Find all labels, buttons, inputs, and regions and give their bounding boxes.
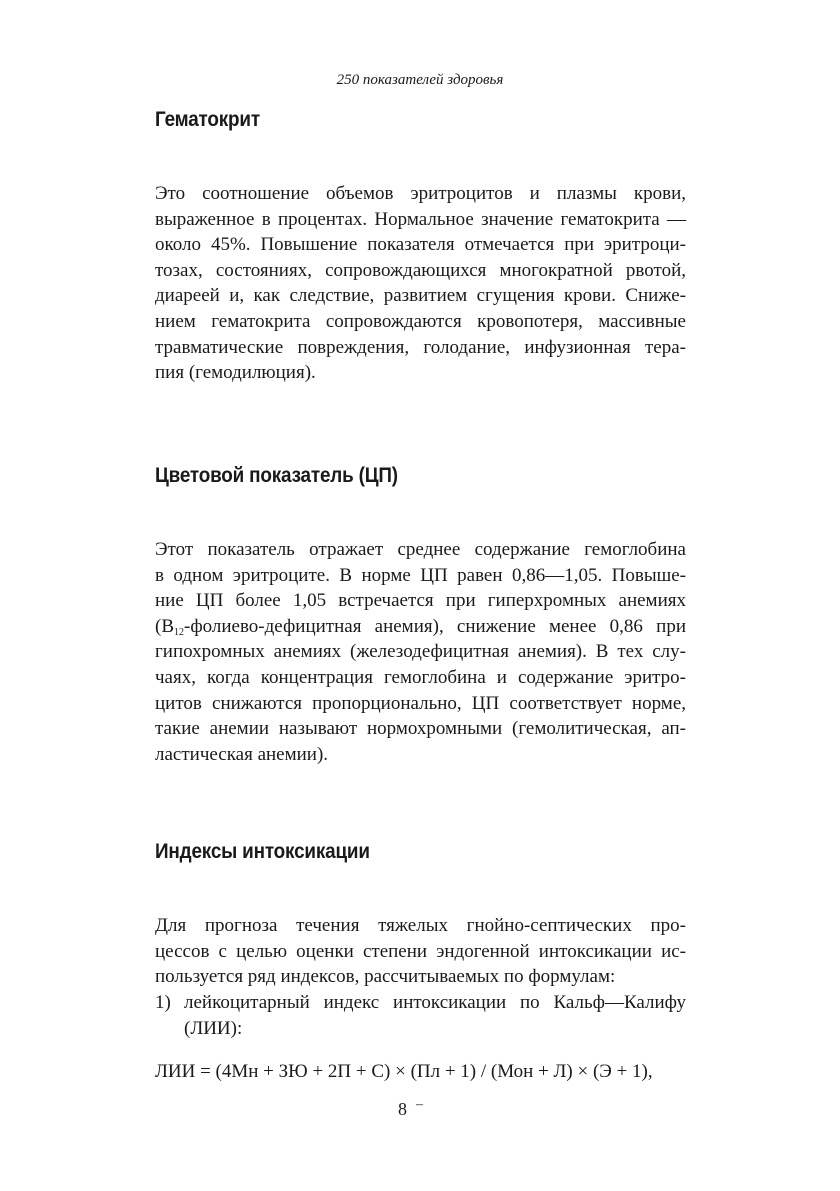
text-line: Этот показатель отражает среднее содержание гемоглобина [155, 539, 686, 560]
text-line: травматические повреждения, голодание, инфузионная тера- [155, 336, 686, 358]
text-line: чаях, когда концентрация гемоглобина и содержание эритро- [155, 666, 686, 688]
text-line: около 45%. Повышение показателя отмечается при эритроци- [155, 234, 686, 256]
text-line: лейкоцитарный индекс интоксикации по Кальф—Калифу [184, 992, 686, 1013]
text-line: в одном эритроците. В норме ЦП равен 0,86—1,05. Повыше- [155, 564, 686, 586]
text-line: пия (гемодилюция). [155, 362, 316, 384]
text-line: цитов снижаются пропорционально, ЦП соответствует норме, [155, 692, 686, 714]
text-line-with-subscript [155, 614, 686, 640]
paragraph-intoxication-indices [155, 913, 686, 990]
text-line: ние ЦП более 1,05 встречается при гиперхромных анемиях [155, 590, 686, 612]
list-number: 1) [155, 992, 171, 1013]
section-heading-hematocrit: Гематокрит [155, 108, 260, 131]
running-head: 250 показателей здоровья [336, 72, 504, 88]
text-line: гипохромных анемиях (железодефицитная анемия). В тех слу- [155, 641, 686, 663]
list-item [155, 990, 686, 1041]
formula-lii: ЛИИ = (4Мн + ЗЮ + 2П + С) × (Пл + 1) / (Мон + Л) × (Э + 1), [155, 1061, 653, 1082]
subscript: 12 [174, 626, 184, 638]
paragraph-hematocrit [155, 181, 686, 386]
page-number: 8 [398, 1099, 407, 1119]
text-line: пользуется ряд индексов, рассчитываемых по формулам: [155, 966, 616, 988]
text-line: ластическая анемии). [155, 743, 329, 765]
page-number-mark: – [416, 1097, 423, 1112]
paragraph-color-index [155, 537, 686, 767]
text-line: диареей и, как следствие, развитием сгущения крови. Сниже- [155, 285, 686, 307]
text-line: нием гематокрита сопровождаются кровопотеря, массивные [155, 310, 686, 332]
text-line: такие анемии называют нормохромными (гемолитическая, ап- [155, 718, 686, 740]
text-fragment: -фолиево-дефицитная анемия), снижение менее 0,86 при [184, 615, 686, 637]
section-heading-color-index: Цветовой показатель (ЦП) [155, 464, 398, 487]
text-line: Это соотношение объемов эритроцитов и плазмы крови, [155, 183, 686, 204]
list-body [184, 990, 686, 1041]
text-line: цессов с целью оценки степени эндогенной интоксикации ис- [155, 940, 686, 962]
text-line: тозах, состояниях, сопровождающихся многократной рвотой, [155, 259, 686, 281]
text-line: выраженное в процентах. Нормальное значение гематокрита — [155, 208, 686, 230]
section-heading-intoxication-indices: Индексы интоксикации [155, 840, 370, 863]
text-fragment: (B [155, 615, 174, 637]
text-line: Для прогноза течения тяжелых гнойно-септических про- [155, 915, 686, 936]
text-line: (ЛИИ): [184, 1017, 243, 1039]
